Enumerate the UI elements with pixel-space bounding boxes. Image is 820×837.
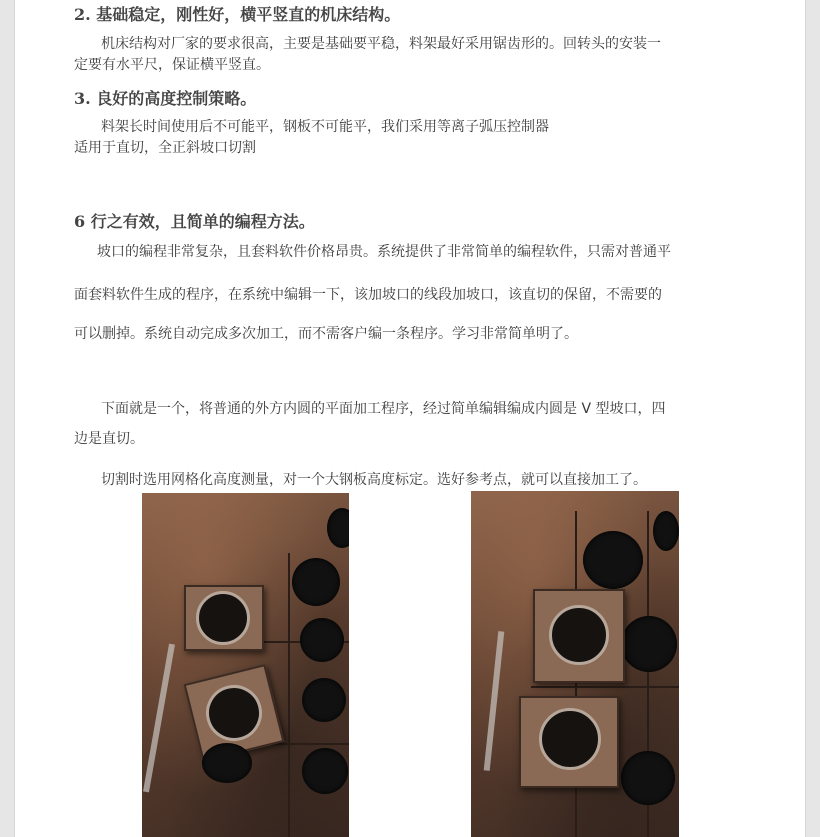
section-3-line-2: 适用于直切，全正斜坡口切割: [74, 140, 256, 156]
cut-parts-photo-right: [471, 491, 679, 837]
document-page: [14, 0, 806, 837]
section-6-line-1: 坡口的编程非常复杂，且套料软件价格昂贵。系统提供了非常简单的编程软件，只需对普通平: [97, 244, 671, 260]
section-3-heading: 3. 良好的高度控制策略。: [74, 89, 257, 108]
section-2-line-1: 机床结构对厂家的要求很高，主要是基础要平稳，料架最好采用锯齿形的。回转头的安装一: [101, 36, 661, 52]
section-3-line-1: 料架长时间使用后不可能平，钢板不可能平，我们采用等离子弧压控制器: [101, 119, 549, 135]
section-6-heading: 6 行之有效，且简单的编程方法。: [74, 212, 315, 231]
section-6-line-2: 面套料软件生成的程序，在系统中编辑一下，该加坡口的线段加坡口，该直切的保留，不需要的: [74, 287, 662, 303]
example-line-3: 切割时选用网格化高度测量，对一个大钢板高度标定。选好参考点，就可以直接加工了。: [101, 472, 647, 488]
example-line-1: 下面就是一个，将普通的外方内圆的平面加工程序，经过简单编辑编成内圆是 V 型坡口，四: [101, 401, 666, 417]
section-2-heading: 2. 基础稳定，刚性好，横平竖直的机床结构。: [74, 5, 401, 24]
section-6-line-3: 可以删掉。系统自动完成多次加工，而不需客户编一条程序。学习非常简单明了。: [74, 326, 578, 342]
cut-parts-photo-left: [142, 493, 349, 837]
section-2-line-2: 定要有水平尺，保证横平竖直。: [74, 57, 270, 73]
example-line-2: 边是直切。: [74, 431, 144, 447]
